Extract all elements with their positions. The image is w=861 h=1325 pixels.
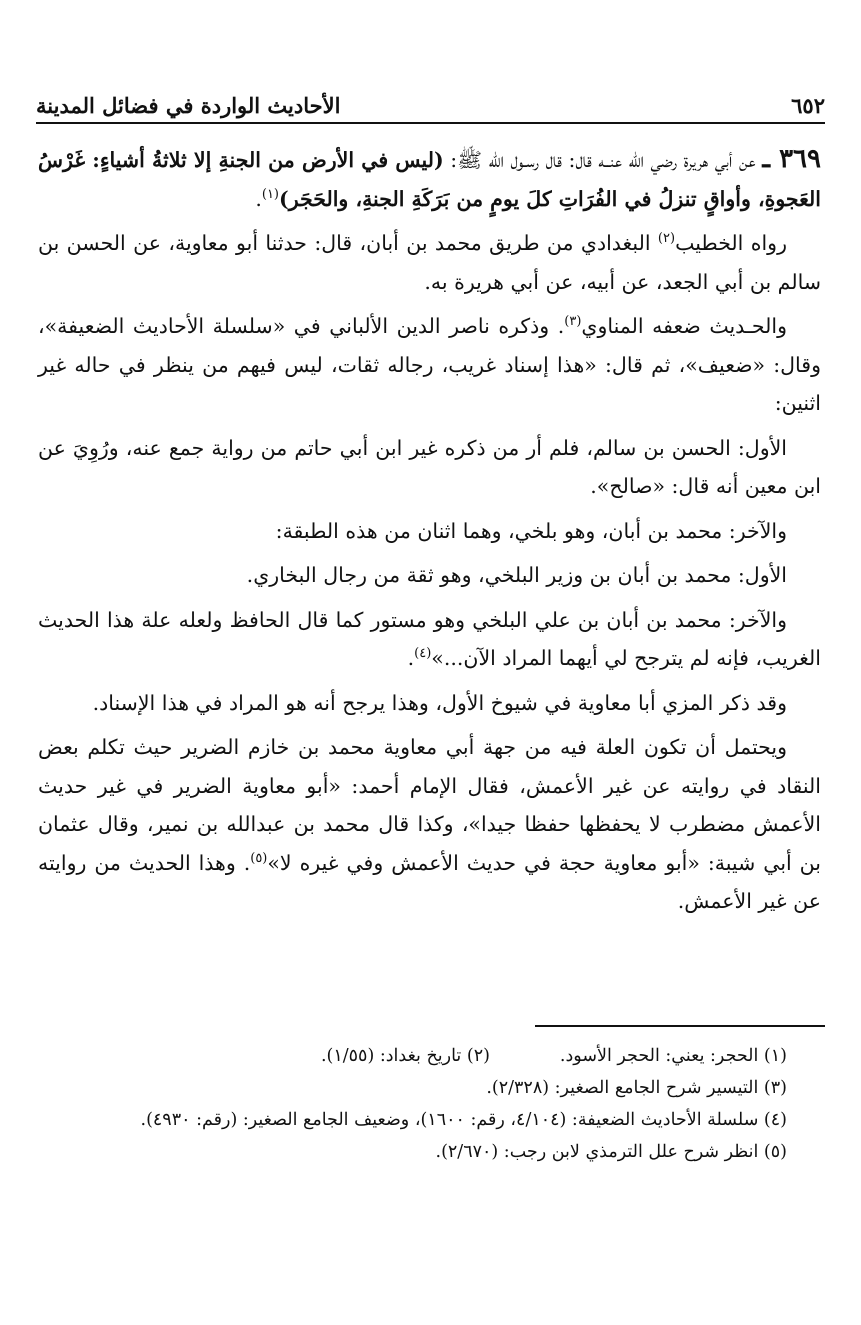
p6-part-a: والآخر: محمد بن أبان بن علي البلخي وهو مستور كما قال الحافظ ولعله علة هذا الحديث الغريب، فإنه لم يترجح لي أيهما المراد الآن...»: [38, 607, 821, 670]
footnote-ref-5: (٥): [250, 850, 268, 866]
running-header: [36, 78, 825, 118]
takhrij-paragraph: [38, 224, 821, 301]
footnote-rule: [535, 1025, 825, 1027]
hadith-matn: (ليس في الأرض من الجنةِ إلا ثلاثةُ أشياءٍ: غَرْسُ العَجوةِ، وأواقٍ تنزلُ في الفُرَاتِ كلَ يومٍ من بَرَكَةِ الجنةِ، والحَجَر): [38, 148, 821, 211]
running-title: الأحاديث الواردة في فضائل المدينة: [36, 93, 341, 118]
main-text: [38, 140, 821, 927]
second-candidate-paragraph: [38, 601, 821, 678]
grading-paragraph: [38, 307, 821, 423]
p8-part-a: ويحتمل أن تكون العلة فيه من جهة أبي معاوية محمد بن خازم الضرير حيث تكلم بعض النقاد في روايته عن غير الأعمش، فقال الإمام أحمد: «أبو معاوية الضرير في غير حديث الأعمش مضطرب لا يحفظها حفظا جيدا»، وكذا قال محمد بن عبدالله بن نمير، وقال عثمان بن أبي شيبة: «أبو معاوية حجة في حديث الأعمش وفي غيره لا»: [38, 735, 821, 875]
p8-part-b: . وهذا الحديث من روايته عن غير الأعمش.: [38, 850, 821, 913]
first-candidate-paragraph: الأول: محمد بن أبان بن وزير البلخي، وهو ثقة من رجال البخاري.: [246, 563, 787, 587]
p2-part-b: . وذكره ناصر الدين الألباني في «سلسلة الأحاديث الضعيفة»، وقال: «ضعيف»، ثم قال: «هذا إسناد غريب، رجاله ثقات، ليس فيهم من ينظر في حاله غير اثنين:: [38, 314, 821, 415]
hadith-isnad: عن أبي هريرة رضي الله عنــه قال: قال رسـول الله ﷺ:: [450, 148, 756, 172]
footnote-3: (٣) التيسير شرح الجامع الصغير: (٢/٣٢٨).: [486, 1078, 787, 1098]
footnotes: [38, 1040, 821, 1168]
footnote-row-1-2: [38, 1040, 821, 1072]
p2-part-a: والحـديث ضعفه المناوي: [581, 314, 787, 338]
footnote-ref-2: (٢): [657, 231, 676, 247]
hadith-number: ٣٦٩ ـ: [762, 144, 821, 174]
header-rule: [36, 122, 825, 124]
footnote-ref-4: (٤): [414, 646, 432, 662]
hadith-paragraph: [38, 140, 821, 218]
illah-paragraph: [38, 728, 821, 921]
p1-part-b: البغدادي من طريق محمد بن أبان، قال: حدثنا أبو معاوية، عن الحسن بن سالم بن أبي الجعد، عن أبيه، عن أبي هريرة به.: [38, 231, 821, 294]
footnote-5: (٥) انظر شرح علل الترمذي لابن رجب: (٢/٦٧٠).: [435, 1142, 787, 1162]
footnote-2: (٢) تاريخ بغداد: (١/٥٥).: [320, 1046, 490, 1066]
footnote-ref-1: (١): [261, 186, 279, 202]
hadith-end: .: [255, 186, 262, 211]
mizzi-paragraph: وقد ذكر المزي أبا معاوية في شيوخ الأول، وهذا يرجح أنه هو المراد في هذا الإسناد.: [92, 690, 787, 715]
p1-part-a: رواه الخطيب: [675, 231, 787, 255]
page-number: ٦٥٢: [791, 93, 825, 118]
footnote-1: (١) الحجر: يعني: الحجر الأسود.: [559, 1046, 787, 1066]
second-narrator-paragraph: والآخر: محمد بن أبان، وهو بلخي، وهما اثنان من هذه الطبقة:: [275, 518, 787, 543]
footnote-ref-3: (٣): [564, 314, 582, 330]
footnote-4: (٤) سلسلة الأحاديث الضعيفة: (٤/١٠٤، رقم: ١٦٠٠)، وضعيف الجامع الصغير: (رقم: ٤٩٣٠).: [140, 1110, 787, 1130]
p6-end: .: [407, 646, 415, 670]
first-narrator-paragraph: الأول: الحسن بن سالم، فلم أر من ذكره غير ابن أبي حاتم من رواية جمع عنه، ورُوِيَ عن ابن معين أنه قال: «صالح».: [38, 435, 821, 498]
